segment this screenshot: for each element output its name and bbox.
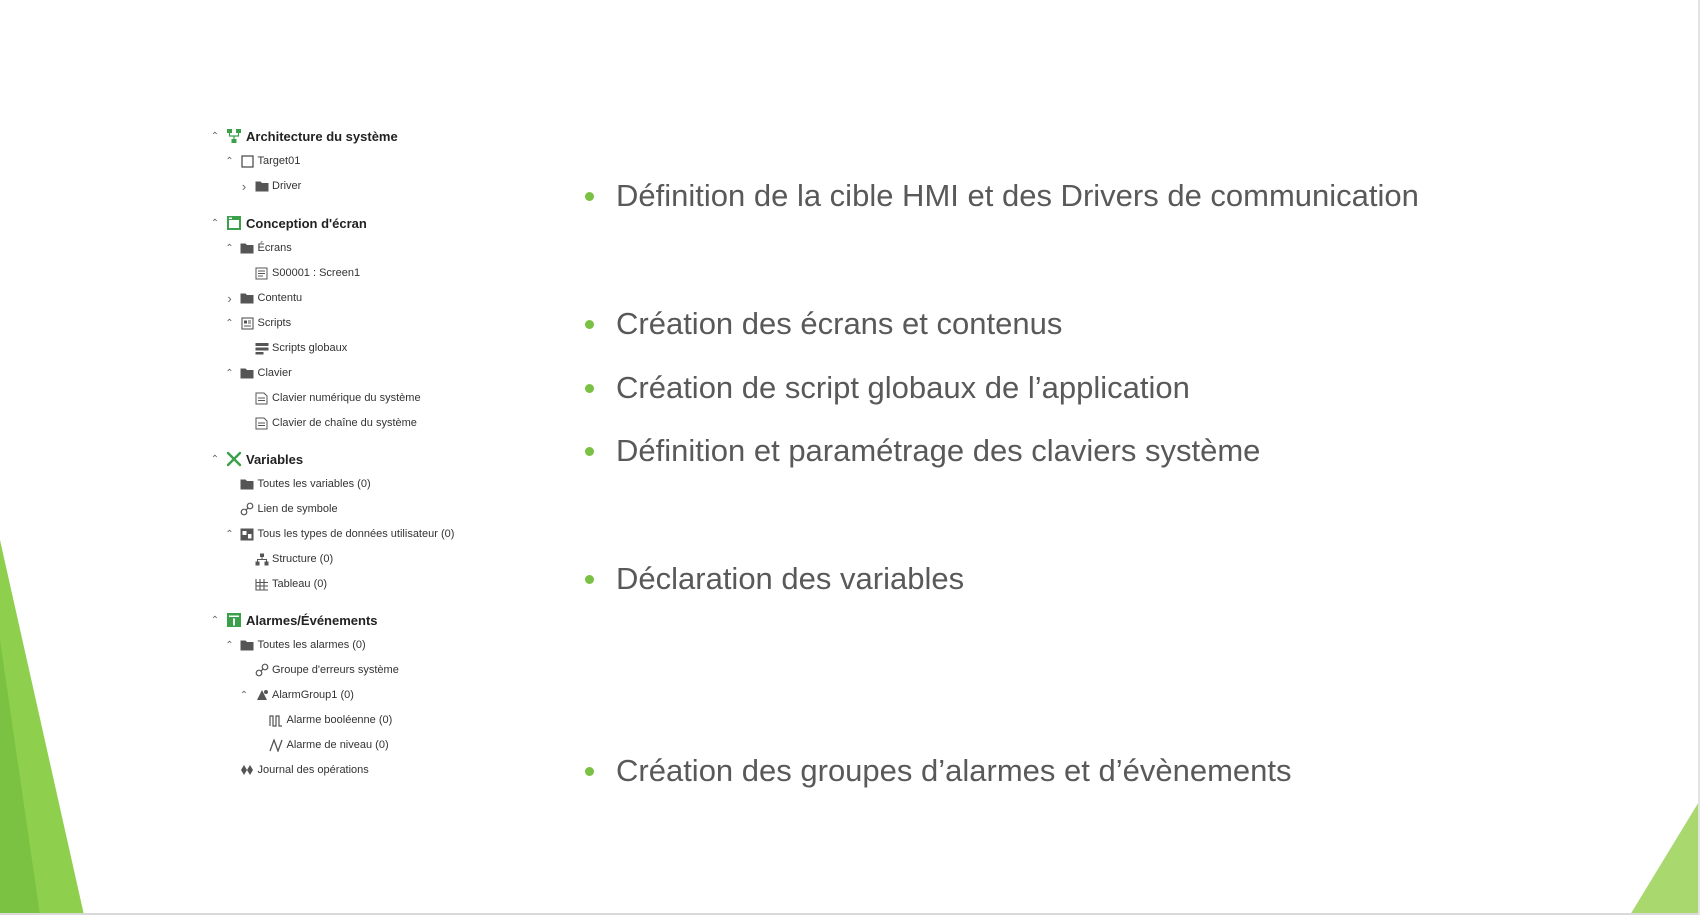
tree-item[interactable] (237, 387, 421, 409)
alarm-group-icon (254, 688, 269, 703)
folder-icon (240, 241, 255, 256)
tree-item-label: Alarmes/Événements (246, 612, 378, 628)
table-icon (254, 577, 269, 592)
tree-item-label: Tous les types de données utilisateur (0) (257, 528, 455, 540)
tree-item[interactable] (252, 709, 393, 731)
bullet-dot-icon (585, 384, 594, 393)
tree-spacer (237, 412, 251, 434)
bullet-text: Déclaration des variables (616, 561, 965, 596)
tree-item-label: Clavier numérique du système (272, 392, 421, 404)
tree-item[interactable] (237, 573, 327, 595)
bullet-dot-icon (585, 320, 594, 329)
tree-item[interactable] (237, 548, 333, 570)
tree-section[interactable] (208, 212, 367, 234)
bullet-dot-icon (585, 192, 594, 201)
bullet-dot-icon (585, 575, 594, 584)
tree-item-label: Toutes les alarmes (0) (257, 639, 366, 651)
chevron-right-icon[interactable]: › (227, 290, 232, 306)
tree-spacer (237, 548, 251, 570)
level-alarm-icon (269, 738, 284, 753)
tree-item[interactable] (237, 175, 301, 197)
tree-item-label: Architecture du système (246, 128, 398, 144)
tree-item[interactable] (223, 634, 366, 656)
tree-item[interactable] (237, 262, 360, 284)
tree-section[interactable] (208, 125, 398, 147)
tree-spacer (237, 262, 251, 284)
chevron-up-icon[interactable]: ⌃ (225, 367, 234, 379)
tree-item[interactable] (223, 362, 292, 384)
tree-section[interactable] (208, 448, 303, 470)
chevron-up-icon[interactable]: ⌃ (239, 689, 249, 701)
folder-icon (254, 179, 269, 194)
structure-icon (254, 552, 269, 567)
alarms-icon (225, 612, 242, 629)
tree-item-label: Scripts (257, 317, 292, 329)
folder-icon (240, 291, 255, 306)
bullet-item (585, 370, 1190, 406)
keyboard-page-icon (254, 416, 269, 431)
bullet-text: Création des groupes d’alarmes et d’évènements (616, 753, 1292, 788)
chevron-up-icon[interactable]: ⌃ (210, 614, 220, 626)
tree-item[interactable] (237, 684, 354, 706)
tree-item[interactable] (237, 659, 399, 681)
error-group-icon (254, 663, 269, 678)
bullet-item (585, 306, 1062, 342)
user-types-icon (240, 527, 255, 542)
bullet-dot-icon (585, 767, 594, 776)
tree-spacer (237, 659, 251, 681)
tree-item-label: Clavier (257, 367, 292, 379)
bullet-text: Création de script globaux de l’application (616, 370, 1190, 405)
boolean-alarm-icon (269, 713, 284, 728)
script-icon (240, 316, 255, 331)
tree-section[interactable] (208, 609, 378, 631)
bullet-item (585, 753, 1292, 789)
tree-item[interactable] (223, 473, 371, 495)
tree-spacer (223, 759, 237, 781)
tree-item[interactable] (223, 150, 301, 172)
tree-item[interactable] (223, 498, 338, 520)
bullet-text: Définition et paramétrage des claviers système (616, 433, 1261, 468)
tree-item[interactable] (223, 237, 292, 259)
tree-item-label: Tableau (0) (272, 578, 328, 590)
tree-item-label: S00001 : Screen1 (272, 267, 361, 279)
folder-icon (240, 477, 255, 492)
chevron-up-icon[interactable]: ⌃ (225, 317, 234, 329)
tree-spacer (237, 337, 251, 359)
link-icon (240, 502, 255, 517)
chevron-up-icon[interactable]: ⌃ (225, 639, 234, 651)
tree-item-label: Alarme de niveau (0) (286, 739, 389, 751)
variables-icon (225, 451, 242, 468)
tree-item-label: Contentu (257, 292, 303, 304)
tree-item-label: Structure (0) (272, 553, 334, 565)
tree-item-label: Driver (272, 180, 302, 192)
tree-item[interactable] (223, 759, 369, 781)
network-icon (225, 128, 242, 145)
tree-spacer (252, 734, 266, 756)
bullet-dot-icon (585, 447, 594, 456)
screen-icon (254, 266, 269, 281)
tree-spacer (252, 709, 266, 731)
bullet-item (585, 178, 1419, 214)
tree-item-label: Groupe d'erreurs système (272, 664, 399, 676)
chevron-up-icon[interactable]: ⌃ (225, 242, 234, 254)
tree-item-label: Target01 (257, 155, 301, 167)
folder-icon (240, 638, 255, 653)
tree-item-label: Variables (246, 451, 304, 467)
bullet-text: Création des écrans et contenus (616, 306, 1063, 341)
tree-item[interactable] (223, 312, 292, 334)
tree-spacer (223, 473, 237, 495)
chevron-up-icon[interactable]: ⌃ (210, 130, 220, 142)
tree-item-label: Lien de symbole (257, 503, 338, 515)
chevron-up-icon[interactable]: ⌃ (225, 528, 234, 540)
left-green-accent (0, 0, 100, 915)
right-green-accent (1630, 0, 1700, 915)
chevron-up-icon[interactable]: ⌃ (225, 155, 234, 167)
operations-log-icon (240, 763, 255, 778)
tree-spacer (223, 498, 237, 520)
tree-item-label: Écrans (257, 242, 292, 254)
tree-item[interactable] (237, 337, 347, 359)
tree-item-label: Clavier de chaîne du système (272, 417, 417, 429)
tree-spacer (237, 387, 251, 409)
tree-item-label: Toutes les variables (0) (257, 478, 371, 490)
folder-icon (240, 366, 255, 381)
tree-item-label: Scripts globaux (272, 342, 348, 354)
tree-item[interactable] (223, 523, 455, 545)
chevron-right-icon[interactable]: › (241, 178, 247, 194)
global-scripts-icon (254, 341, 269, 356)
screen-design-icon (225, 215, 242, 232)
tree-item[interactable] (252, 734, 389, 756)
chevron-up-icon[interactable]: ⌃ (210, 453, 220, 465)
tree-item[interactable] (223, 287, 303, 309)
tree-item-label: Alarme booléenne (0) (286, 714, 393, 726)
bullet-text: Définition de la cible HMI et des Drivers de communication (616, 178, 1419, 213)
tree-item-label: AlarmGroup1 (0) (272, 689, 354, 701)
keyboard-page-icon (254, 391, 269, 406)
bullet-item (585, 561, 964, 597)
bullet-item (585, 433, 1260, 469)
target-box-icon (240, 154, 255, 169)
tree-item-label: Journal des opérations (257, 764, 369, 776)
tree-spacer (237, 573, 251, 595)
tree-item-label: Conception d'écran (246, 215, 367, 231)
tree-item[interactable] (237, 412, 417, 434)
chevron-up-icon[interactable]: ⌃ (210, 217, 220, 229)
